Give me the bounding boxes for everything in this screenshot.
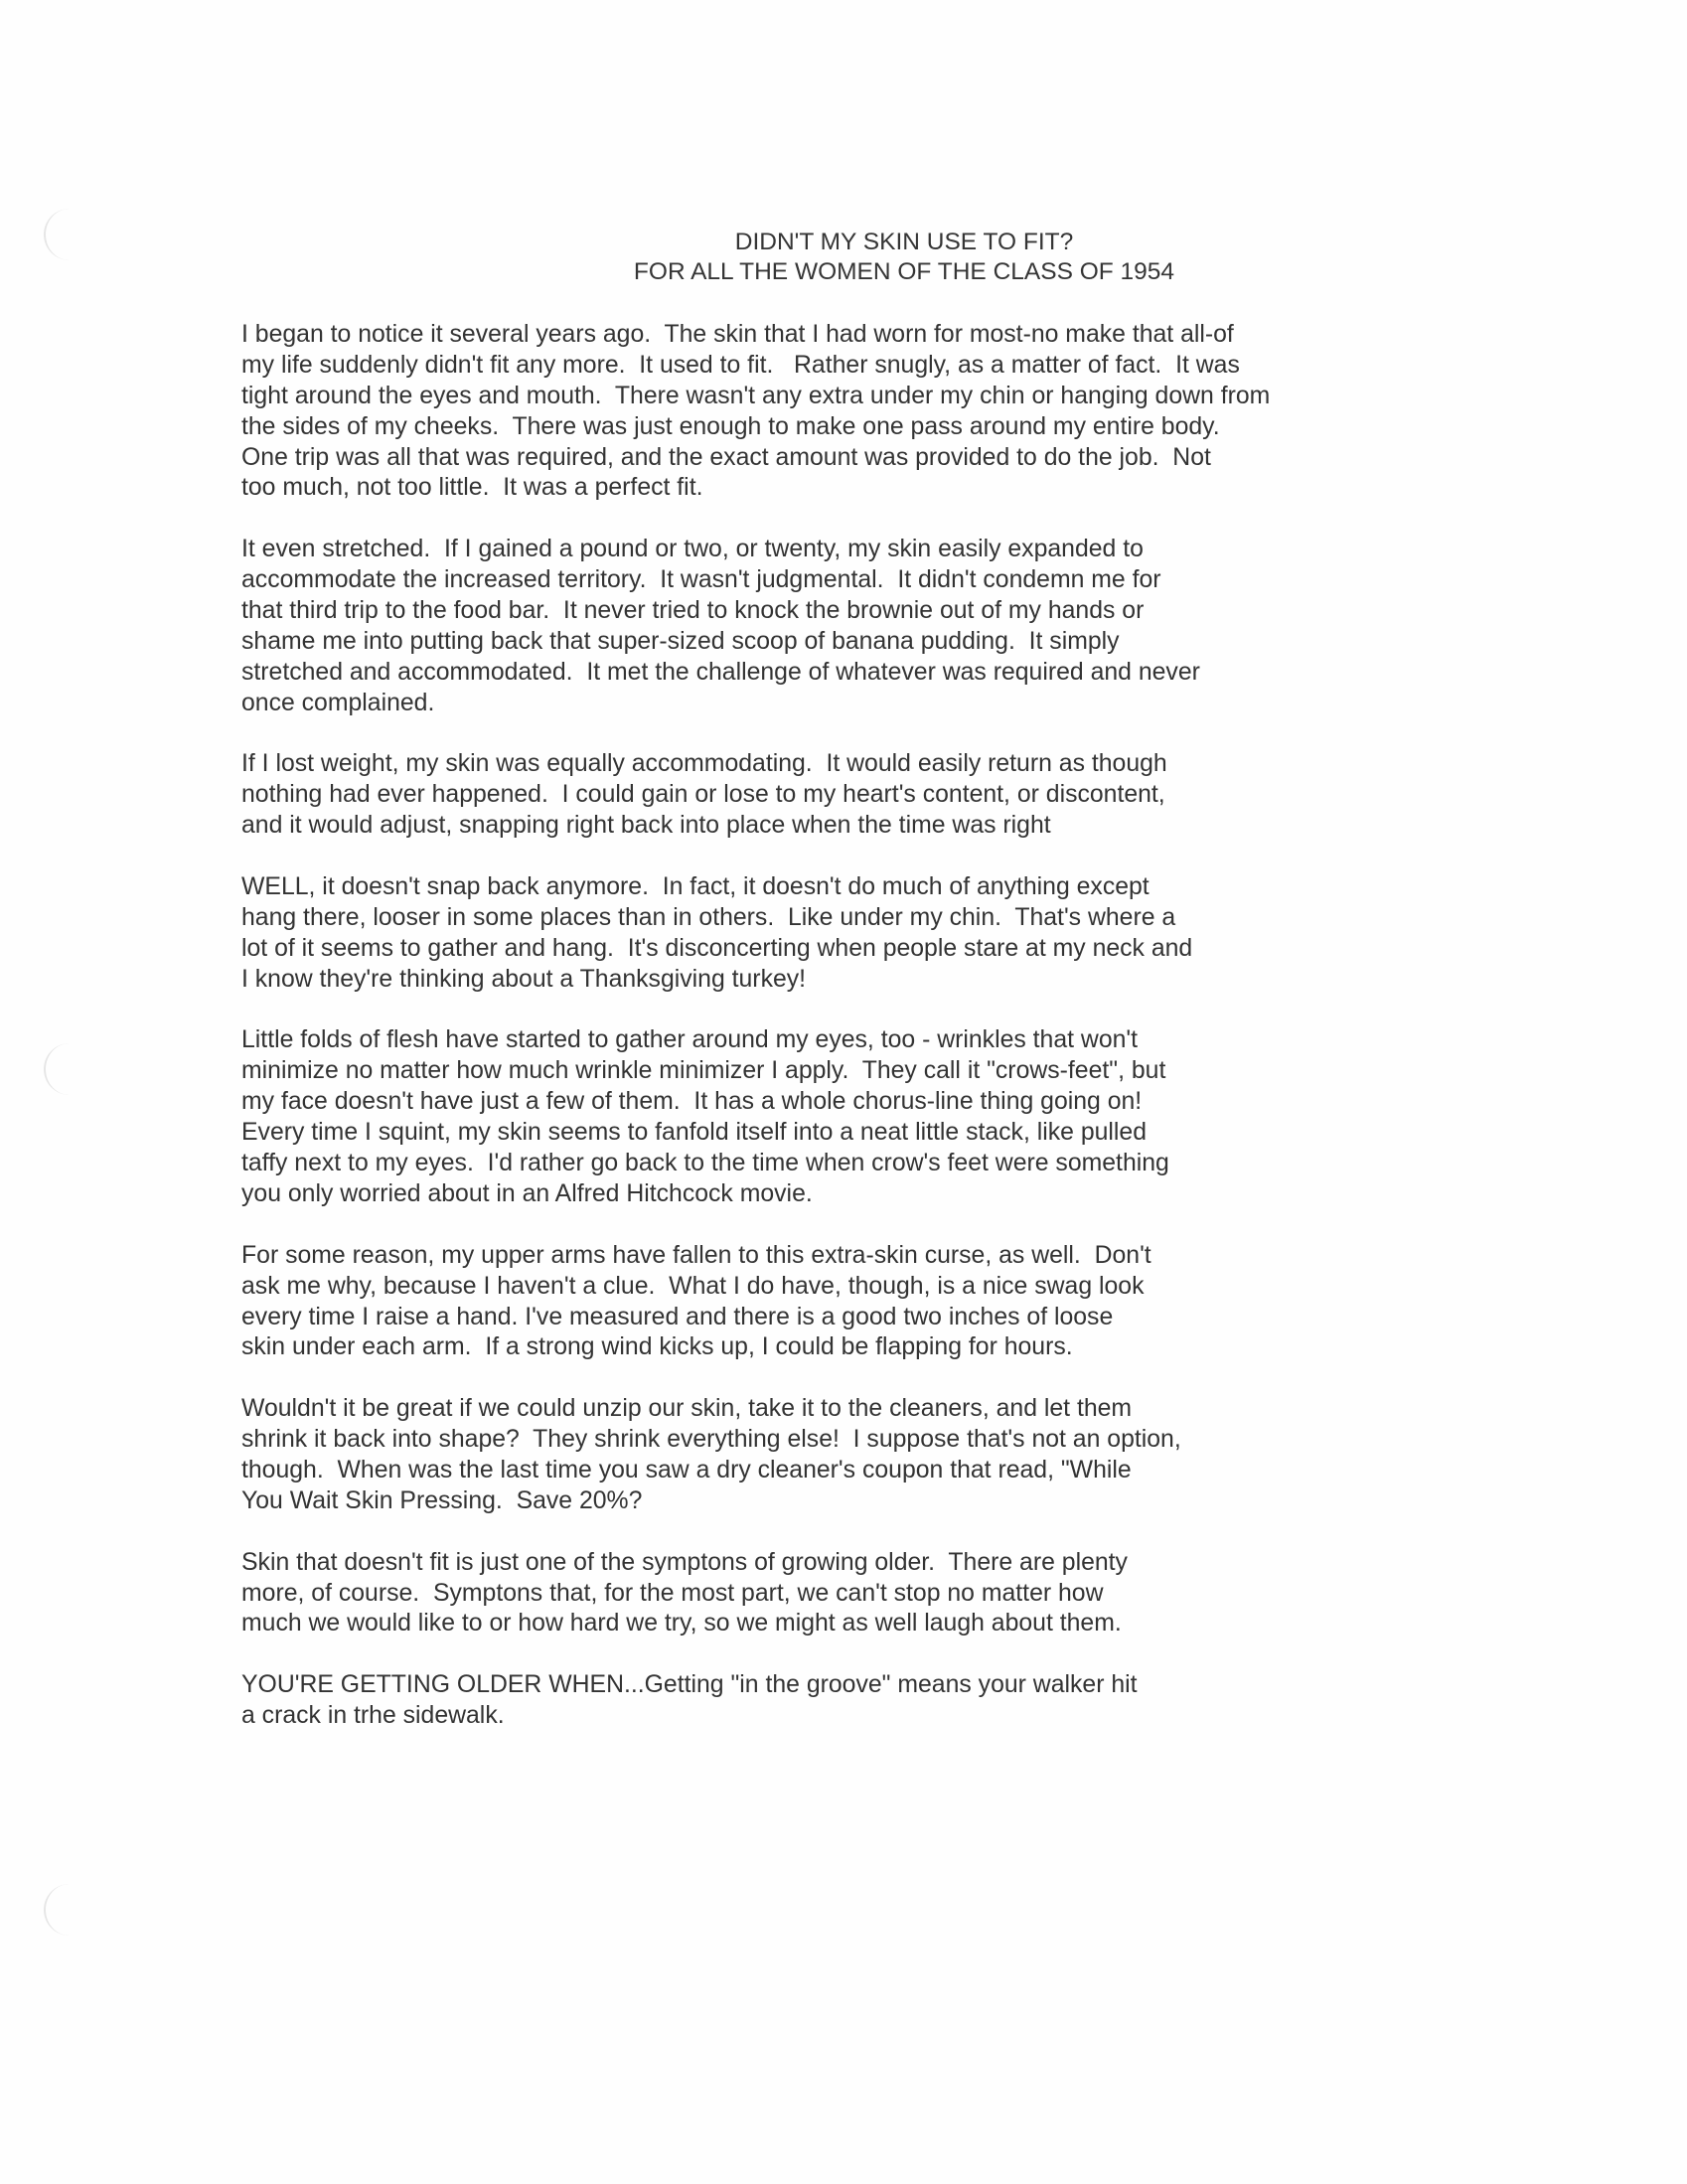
text-line: much we would like to or how hard we try, so we might as well laugh about them.	[241, 1610, 1122, 1638]
text-line: once complained.	[241, 689, 435, 716]
paragraph-gap	[241, 1639, 1270, 1670]
text-line: accommodate the increased territory. It wasn't judgmental. It didn't condemn me for	[241, 566, 1161, 594]
text-line: though. When was the last time you saw a dry cleaner's coupon that read, "While	[241, 1456, 1132, 1483]
paragraph-gap	[241, 504, 1270, 535]
text-line: shame me into putting back that super-sized scoop of banana pudding. It simply	[241, 627, 1120, 655]
title-line-1: DIDN'T MY SKIN USE TO FIT?	[734, 229, 1074, 255]
paragraph	[241, 1241, 1270, 1364]
text-line: that third trip to the food bar. It never tried to knock the brownie out of my hands or	[241, 597, 1145, 625]
text-line: For some reason, my upper arms have fallen to this extra-skin curse, as well. Don't	[241, 1241, 1151, 1269]
hole-punch-mark	[44, 1884, 72, 1936]
paragraph	[241, 1670, 1270, 1732]
paragraph	[241, 535, 1270, 718]
text-line: hang there, looser in some places than in others. Like under my chin. That's where a	[241, 903, 1176, 931]
text-line: too much, not too little. It was a perfect fit.	[241, 474, 703, 502]
paragraph-gap	[241, 842, 1270, 872]
title-line-2: FOR ALL THE WOMEN OF THE CLASS OF 1954	[633, 258, 1175, 285]
paragraph-gap	[241, 719, 1270, 750]
text-line: You Wait Skin Pressing. Save 20%?	[241, 1486, 643, 1514]
paragraph	[241, 749, 1270, 842]
text-line: Little folds of flesh have started to gather around my eyes, too - wrinkles that won't	[241, 1026, 1139, 1054]
text-line: taffy next to my eyes. I'd rather go back to the time when crow's feet were something	[241, 1150, 1169, 1177]
text-line: minimize no matter how much wrinkle minimizer I apply. They call it "crows-feet", but	[241, 1057, 1166, 1085]
text-line: I know they're thinking about a Thanksgiving turkey!	[241, 965, 807, 993]
text-line: tight around the eyes and mouth. There wasn't any extra under my chin or hanging down from	[241, 382, 1271, 409]
paragraph-gap	[241, 1210, 1270, 1241]
text-line: nothing had ever happened. I could gain or lose to my heart's content, or discontent,	[241, 781, 1165, 809]
text-line: a crack in trhe sidewalk.	[241, 1702, 505, 1730]
text-line: more, of course. Symptons that, for the most part, we can't stop no matter how	[241, 1579, 1104, 1607]
document-body	[241, 320, 1270, 1732]
text-line: my face doesn't have just a few of them. It has a whole chorus-line thing going on!	[241, 1088, 1143, 1116]
text-line: Skin that doesn't fit is just one of the symptons of growing older. There are plenty	[241, 1548, 1128, 1576]
text-line: skin under each arm. If a strong wind kicks up, I could be flapping for hours.	[241, 1333, 1073, 1361]
paragraph	[241, 872, 1270, 996]
paragraph-gap	[241, 1363, 1270, 1394]
hole-punch-mark	[44, 1043, 72, 1095]
text-line: ask me why, because I haven't a clue. What I do have, though, is a nice swag look	[241, 1272, 1145, 1300]
paragraph-gap	[241, 996, 1270, 1026]
text-line: Wouldn't it be great if we could unzip our skin, take it to the cleaners, and let them	[241, 1395, 1133, 1423]
text-line: stretched and accommodated. It met the challenge of whatever was required and never	[241, 658, 1200, 686]
paragraph	[241, 1548, 1270, 1640]
text-line: WELL, it doesn't snap back anymore. In fact, it doesn't do much of anything except	[241, 873, 1150, 901]
hole-punch-mark	[44, 209, 72, 260]
text-line: YOU'RE GETTING OLDER WHEN...Getting "in the groove" means your walker hit	[241, 1671, 1138, 1699]
text-line: I began to notice it several years ago. The skin that I had worn for most-no make that all-of	[241, 321, 1234, 348]
text-line: and it would adjust, snapping right back into place when the time was right	[241, 812, 1051, 840]
text-line: my life suddenly didn't fit any more. It used to fit. Rather snugly, as a matter of fact. It was	[241, 351, 1240, 379]
text-line: If I lost weight, my skin was equally accommodating. It would easily return as though	[241, 750, 1167, 778]
paragraph	[241, 1394, 1270, 1517]
text-line: lot of it seems to gather and hang. It's disconcerting when people stare at my neck and	[241, 934, 1193, 962]
paragraph	[241, 320, 1270, 504]
text-line: One trip was all that was required, and the exact amount was provided to do the job. Not	[241, 443, 1211, 471]
text-line: Every time I squint, my skin seems to fanfold itself into a neat little stack, like pulled	[241, 1119, 1147, 1147]
text-line: every time I raise a hand. I've measured and there is a good two inches of loose	[241, 1303, 1114, 1330]
paragraph	[241, 1025, 1270, 1209]
paragraph-gap	[241, 1517, 1270, 1548]
text-line: the sides of my cheeks. There was just enough to make one pass around my entire body.	[241, 412, 1220, 440]
text-line: It even stretched. If I gained a pound or two, or twenty, my skin easily expanded to	[241, 536, 1144, 563]
text-line: shrink it back into shape? They shrink everything else! I suppose that's not an option,	[241, 1426, 1181, 1454]
text-line: you only worried about in an Alfred Hitchcock movie.	[241, 1179, 813, 1207]
